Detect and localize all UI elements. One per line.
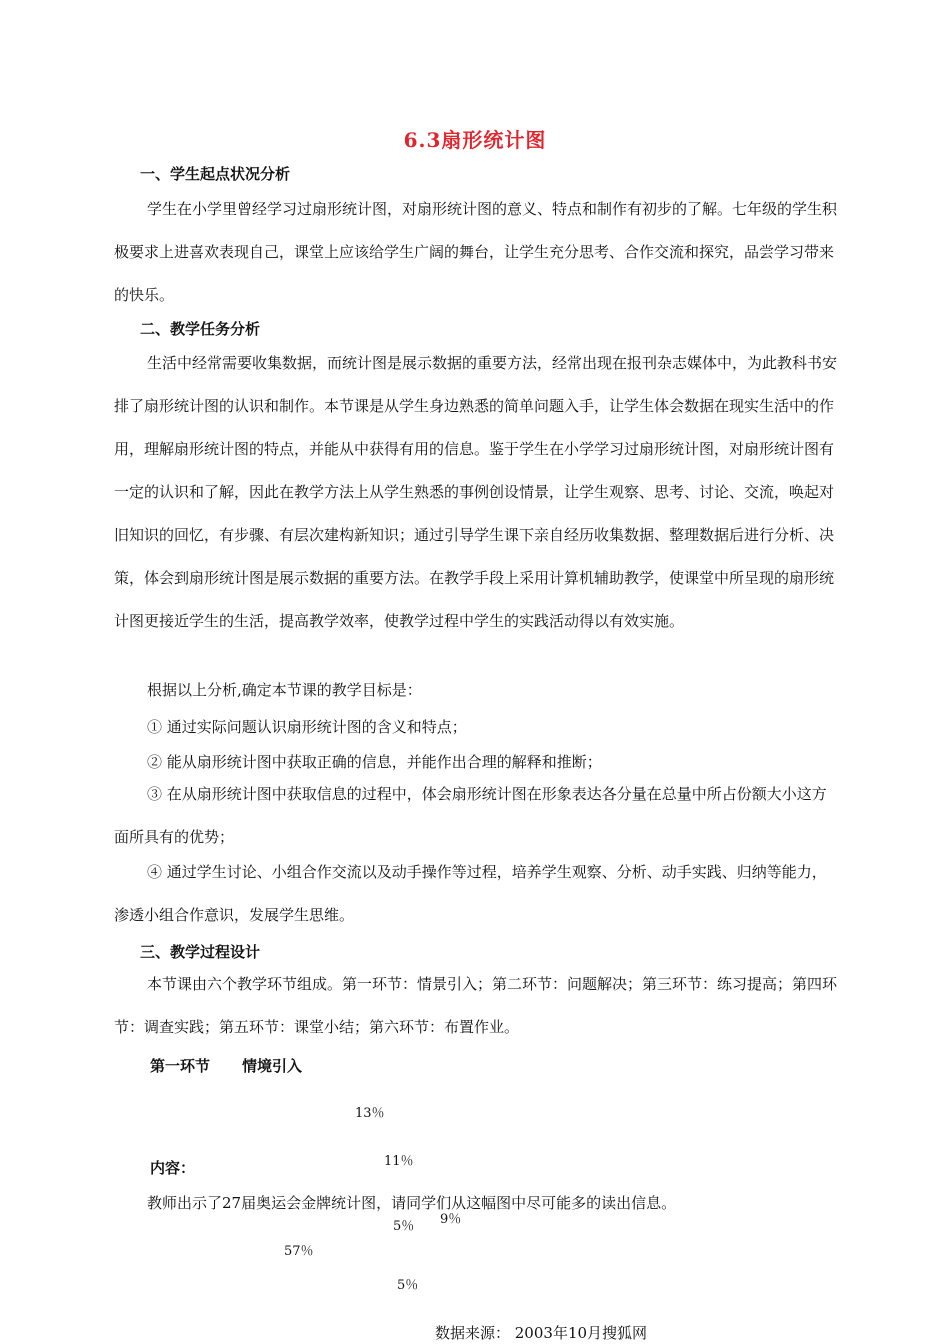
pie-label: 5％ (397, 1278, 419, 1293)
step-1-title: 情境引入 (242, 1057, 303, 1075)
page-title: 6.3扇形统计图 (403, 128, 547, 152)
section-3-text: 本节课由六个教学环节组成。第一环节：情景引入；第二环节：问题解决；第三环节：练习提高；第四环节：调查实践；第五环节：课堂小结；第六环节：布置作业。 (114, 975, 838, 1036)
goal-3-paragraph (114, 773, 840, 859)
data-source: 数据来源： 2003年10月搜狐网 (435, 1324, 648, 1342)
section-3-paragraph (114, 963, 840, 1049)
goals-intro: 根据以上分析,确定本节课的教学目标是： (147, 681, 422, 699)
goal-4: ④ 通过学生讨论、小组合作交流以及动手操作等过程，培养学生观察、分析、动手实践、归纳等能力，渗透小组合作意识，发展学生思维。 (114, 863, 827, 924)
section-heading-1: 一、学生起点状况分析 (140, 165, 291, 183)
goal-2: ② 能从扇形统计图中获取正确的信息，并能作出合理的解释和推断； (147, 753, 602, 771)
step-1-heading: 第一环节 (150, 1057, 211, 1075)
pie-label: 13％ (355, 1106, 385, 1121)
goal-3: ③ 在从扇形统计图中获取信息的过程中，体会扇形统计图在形象表达各分量在总量中所占份额大小这方面所具有的优势； (114, 785, 827, 846)
section-1-paragraph (114, 188, 840, 317)
section-2-paragraph (114, 342, 840, 643)
pie-label: 5％ (393, 1219, 415, 1234)
goal-4-paragraph (114, 851, 840, 937)
pie-label: 11％ (384, 1154, 414, 1169)
section-1-text: 学生在小学里曾经学习过扇形统计图，对扇形统计图的意义、特点和制作有初步的了解。七年级的学生积极要求上进喜欢表现自己，课堂上应该给学生广阔的舞台，让学生充分思考、合作交流和探究，品尝学习带来的快乐。 (114, 200, 838, 304)
content-text: 教师出示了27届奥运会金牌统计图，请同学们从这幅图中尽可能多的读出信息。 (147, 1194, 677, 1212)
pie-label: 57％ (284, 1244, 314, 1259)
goal-1: ① 通过实际问题认识扇形统计图的含义和特点； (147, 718, 467, 736)
pie-label: 9％ (440, 1212, 462, 1227)
content-label: 内容： (150, 1159, 196, 1177)
section-heading-2: 二、教学任务分析 (140, 320, 261, 338)
section-heading-3: 三、教学过程设计 (140, 943, 261, 961)
section-2-text: 生活中经常需要收集数据，而统计图是展示数据的重要方法，经常出现在报刊杂志媒体中，为此教科书安排了扇形统计图的认识和制作。本节课是从学生身边熟悉的简单问题入手，让学生体会数据在现实生活中的作用，理解扇形统计图的特点，并能从中获得有用的信息。鉴于学生在小学学习过扇形统计图，对扇形统计图有一定的认识和了解，因此在教学方法上从学生熟悉的事例创设情景，让学生观察、思考、讨论、交流，唤起对旧知识的回忆，有步骤、有层次建构新知识；通过引导学生课下亲自经历收集数据、整理数据后进行分析、决策，体会到扇形统计图是展示数据的重要方法。在教学手段上采用计算机辅助教学，使课堂中所呈现的扇形统计图更接近学生的生活，提高教学效率，使教学过程中学生的实践活动得以有效实施。 (114, 354, 838, 630)
